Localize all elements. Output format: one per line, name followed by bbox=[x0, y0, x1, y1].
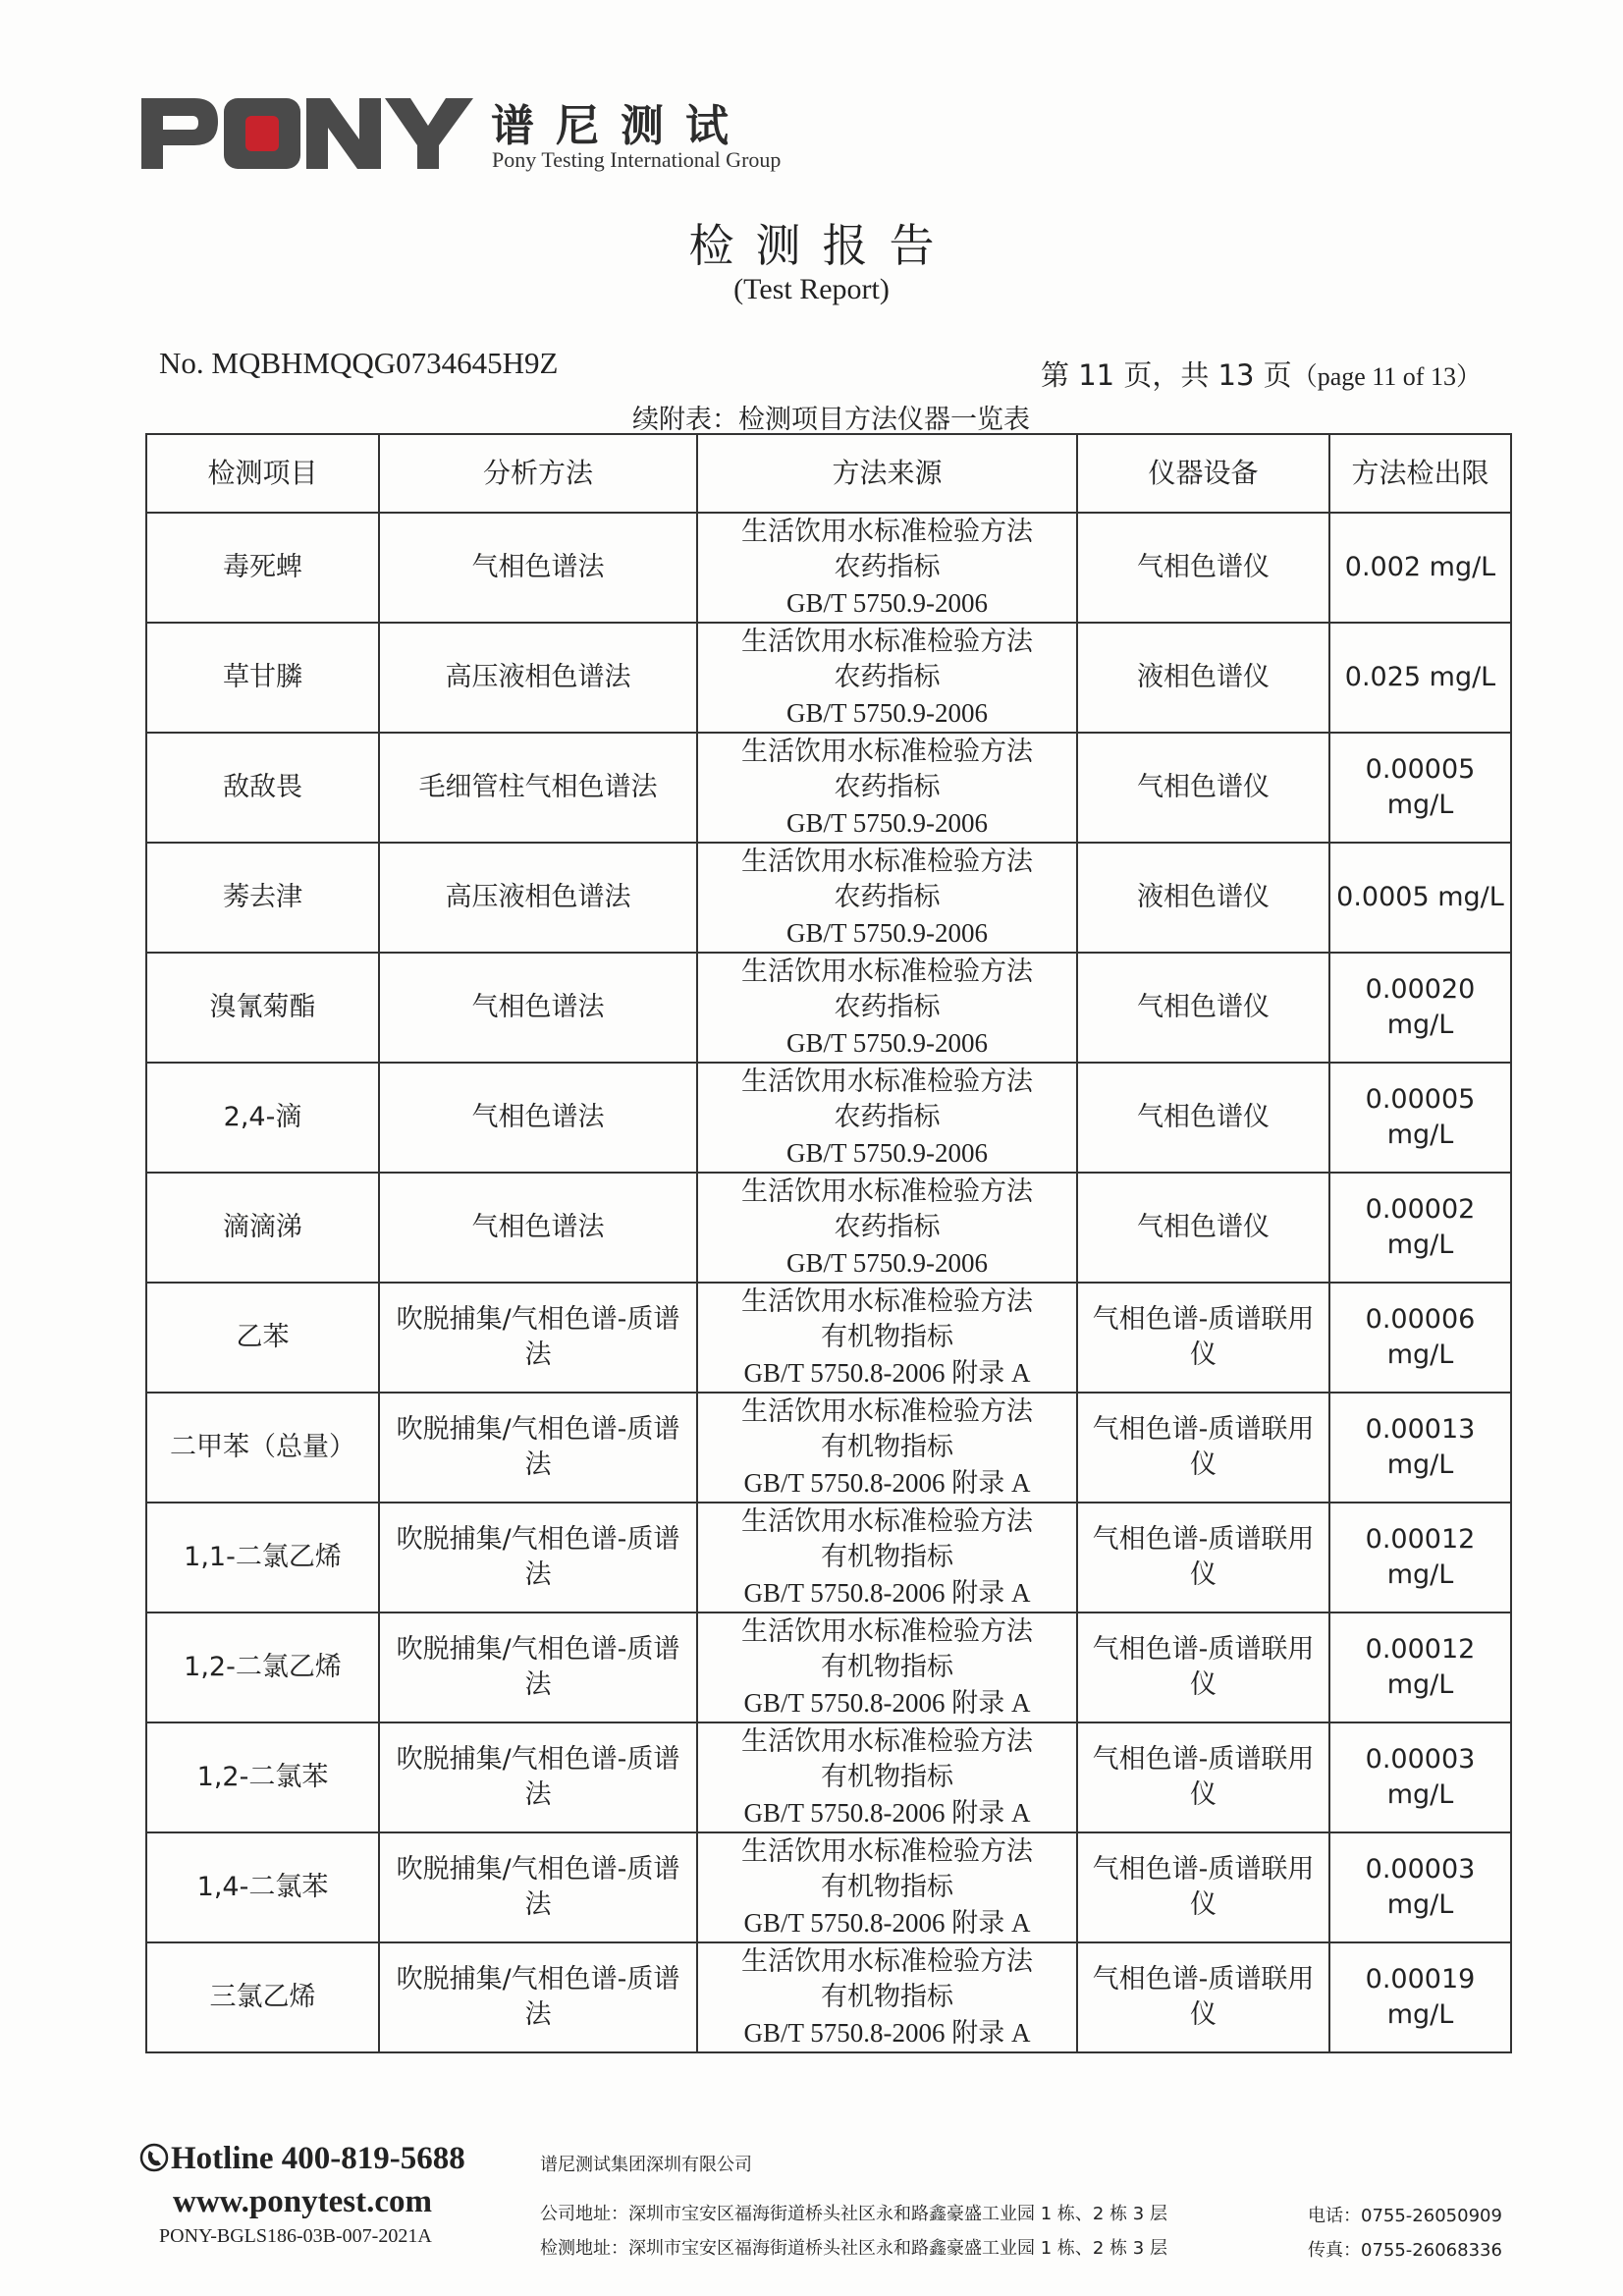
hotline bbox=[139, 2141, 465, 2177]
source-title: 生活饮用水标准检验方法 bbox=[741, 737, 1033, 767]
cell-method: 吹脱捕集/气相色谱-质谱法 bbox=[379, 1393, 697, 1503]
company-address: 公司地址：深圳市宝安区福海街道桥头社区永和路鑫豪盛工业园 1 栋、2 栋 3 层 bbox=[540, 2204, 1167, 2224]
source-title: 生活饮用水标准检验方法 bbox=[741, 517, 1033, 547]
source-title: 生活饮用水标准检验方法 bbox=[741, 1726, 1033, 1757]
cell-method: 毛细管柱气相色谱法 bbox=[379, 733, 697, 843]
cell-item: 1,4-二氯苯 bbox=[146, 1832, 379, 1942]
cell-limit: 0.00006 mg/L bbox=[1329, 1283, 1511, 1393]
cell-instrument: 气相色谱仪 bbox=[1077, 1063, 1329, 1173]
cell-method: 高压液相色谱法 bbox=[379, 623, 697, 733]
source-category: 有机物指标 bbox=[821, 1652, 953, 1682]
table-row bbox=[146, 623, 1511, 733]
telephone: 电话：0755-26050909 bbox=[1308, 2206, 1502, 2226]
phone-icon bbox=[139, 2143, 169, 2172]
cell-item: 毒死蜱 bbox=[146, 513, 379, 623]
fax: 传真：0755-26068336 bbox=[1308, 2240, 1502, 2261]
source-standard: GB/T 5750.9-2006 bbox=[785, 698, 988, 728]
table-row bbox=[146, 1063, 1511, 1173]
source-title: 生活饮用水标准检验方法 bbox=[741, 1396, 1033, 1427]
cell-limit: 0.00012 mg/L bbox=[1329, 1503, 1511, 1613]
form-number: PONY-BGLS186-03B-007-2021A bbox=[159, 2225, 432, 2247]
cell-item: 乙苯 bbox=[146, 1283, 379, 1393]
table-row bbox=[146, 1942, 1511, 2052]
cell-limit: 0.0005 mg/L bbox=[1329, 843, 1511, 953]
cell-item: 1,2-二氯乙烯 bbox=[146, 1613, 379, 1722]
company-name: 谱尼测试集团深圳有限公司 bbox=[540, 2155, 752, 2175]
hotline-text: Hotline 400-819-5688 bbox=[171, 2141, 465, 2176]
cell-source bbox=[697, 1832, 1077, 1942]
cell-instrument: 气相色谱-质谱联用仪 bbox=[1077, 1503, 1329, 1613]
cell-instrument: 气相色谱仪 bbox=[1077, 1173, 1329, 1283]
cell-method: 吹脱捕集/气相色谱-质谱法 bbox=[379, 1503, 697, 1613]
source-standard: GB/T 5750.8-2006 附录 A bbox=[743, 1908, 1031, 1938]
cell-limit: 0.00003 mg/L bbox=[1329, 1722, 1511, 1832]
cell-method: 气相色谱法 bbox=[379, 1063, 697, 1173]
cell-limit: 0.025 mg/L bbox=[1329, 623, 1511, 733]
table-row bbox=[146, 1722, 1511, 1832]
test-address: 检测地址：深圳市宝安区福海街道桥头社区永和路鑫豪盛工业园 1 栋、2 栋 3 层 bbox=[540, 2238, 1167, 2259]
source-title: 生活饮用水标准检验方法 bbox=[741, 1836, 1033, 1867]
cell-source bbox=[697, 1942, 1077, 2052]
source-category: 农药指标 bbox=[834, 1102, 941, 1132]
cell-item: 1,1-二氯乙烯 bbox=[146, 1503, 379, 1613]
source-category: 农药指标 bbox=[834, 992, 941, 1022]
source-category: 有机物指标 bbox=[821, 1982, 953, 2012]
source-title: 生活饮用水标准检验方法 bbox=[741, 957, 1033, 987]
source-title: 生活饮用水标准检验方法 bbox=[741, 1286, 1033, 1317]
cell-limit: 0.00005 mg/L bbox=[1329, 733, 1511, 843]
page-indicator bbox=[1041, 354, 1482, 394]
company-logo bbox=[137, 90, 844, 179]
source-category: 农药指标 bbox=[834, 882, 941, 912]
table-row bbox=[146, 1393, 1511, 1503]
source-category: 有机物指标 bbox=[821, 1542, 953, 1572]
header-source: 方法来源 bbox=[697, 434, 1077, 513]
source-title: 生活饮用水标准检验方法 bbox=[741, 1066, 1033, 1097]
table-row bbox=[146, 1283, 1511, 1393]
cell-item: 三氯乙烯 bbox=[146, 1942, 379, 2052]
cell-source bbox=[697, 1393, 1077, 1503]
cell-instrument: 气相色谱仪 bbox=[1077, 953, 1329, 1063]
cell-method: 气相色谱法 bbox=[379, 513, 697, 623]
cell-method: 吹脱捕集/气相色谱-质谱法 bbox=[379, 1722, 697, 1832]
source-standard: GB/T 5750.9-2006 bbox=[785, 1028, 988, 1058]
cell-limit: 0.00013 mg/L bbox=[1329, 1393, 1511, 1503]
source-standard: GB/T 5750.8-2006 附录 A bbox=[743, 1468, 1031, 1498]
cell-instrument: 气相色谱-质谱联用仪 bbox=[1077, 1942, 1329, 2052]
source-category: 有机物指标 bbox=[821, 1322, 953, 1352]
header-item: 检测项目 bbox=[146, 434, 379, 513]
cell-item: 滴滴涕 bbox=[146, 1173, 379, 1283]
website: www.ponytest.com bbox=[173, 2184, 432, 2219]
source-category: 农药指标 bbox=[834, 662, 941, 692]
cell-limit: 0.00012 mg/L bbox=[1329, 1613, 1511, 1722]
cell-source bbox=[697, 1613, 1077, 1722]
source-standard: GB/T 5750.8-2006 附录 A bbox=[743, 1578, 1031, 1608]
page-indicator-cn: 第 11 页，共 13 页 bbox=[1041, 358, 1292, 392]
cell-source bbox=[697, 1722, 1077, 1832]
cell-source bbox=[697, 513, 1077, 623]
cell-item: 1,2-二氯苯 bbox=[146, 1722, 379, 1832]
source-standard: GB/T 5750.9-2006 bbox=[785, 588, 988, 618]
cell-method: 吹脱捕集/气相色谱-质谱法 bbox=[379, 1283, 697, 1393]
source-category: 有机物指标 bbox=[821, 1872, 953, 1902]
source-title: 生活饮用水标准检验方法 bbox=[741, 847, 1033, 877]
cell-item: 二甲苯（总量） bbox=[146, 1393, 379, 1503]
cell-source bbox=[697, 1173, 1077, 1283]
table-body bbox=[146, 513, 1511, 2052]
source-category: 有机物指标 bbox=[821, 1432, 953, 1462]
source-standard: GB/T 5750.8-2006 附录 A bbox=[743, 1688, 1031, 1718]
cell-source bbox=[697, 1503, 1077, 1613]
cell-instrument: 气相色谱-质谱联用仪 bbox=[1077, 1613, 1329, 1722]
source-standard: GB/T 5750.9-2006 bbox=[785, 1248, 988, 1278]
brand-name-cn: 谱尼测试 bbox=[491, 101, 750, 151]
cell-item: 溴氰菊酯 bbox=[146, 953, 379, 1063]
methods-table bbox=[145, 433, 1512, 2053]
source-title: 生活饮用水标准检验方法 bbox=[741, 1946, 1033, 1977]
cell-method: 吹脱捕集/气相色谱-质谱法 bbox=[379, 1942, 697, 2052]
cell-limit: 0.00020 mg/L bbox=[1329, 953, 1511, 1063]
source-title: 生活饮用水标准检验方法 bbox=[741, 627, 1033, 657]
table-row bbox=[146, 1832, 1511, 1942]
cell-source bbox=[697, 953, 1077, 1063]
source-standard: GB/T 5750.9-2006 bbox=[785, 808, 988, 838]
pony-logo-icon bbox=[137, 90, 481, 179]
report-number: No. MQBHMQQG0734645H9Z bbox=[159, 346, 559, 380]
cell-method: 吹脱捕集/气相色谱-质谱法 bbox=[379, 1613, 697, 1722]
cell-instrument: 气相色谱-质谱联用仪 bbox=[1077, 1283, 1329, 1393]
cell-source bbox=[697, 1063, 1077, 1173]
cell-item: 2,4-滴 bbox=[146, 1063, 379, 1173]
source-title: 生活饮用水标准检验方法 bbox=[741, 1176, 1033, 1207]
source-title: 生活饮用水标准检验方法 bbox=[741, 1506, 1033, 1537]
cell-limit: 0.00019 mg/L bbox=[1329, 1942, 1511, 2052]
cell-instrument: 气相色谱-质谱联用仪 bbox=[1077, 1393, 1329, 1503]
cell-limit: 0.00002 mg/L bbox=[1329, 1173, 1511, 1283]
source-category: 农药指标 bbox=[834, 772, 941, 802]
cell-limit: 0.00003 mg/L bbox=[1329, 1832, 1511, 1942]
cell-source bbox=[697, 623, 1077, 733]
source-category: 农药指标 bbox=[834, 1212, 941, 1242]
table-row bbox=[146, 513, 1511, 623]
report-title-cn: 检测报告 bbox=[688, 219, 956, 272]
cell-limit: 0.00005 mg/L bbox=[1329, 1063, 1511, 1173]
header-instrument: 仪器设备 bbox=[1077, 434, 1329, 513]
cell-instrument: 气相色谱-质谱联用仪 bbox=[1077, 1832, 1329, 1942]
table-row bbox=[146, 843, 1511, 953]
source-category: 有机物指标 bbox=[821, 1762, 953, 1792]
header-limit: 方法检出限 bbox=[1329, 434, 1511, 513]
header-method: 分析方法 bbox=[379, 434, 697, 513]
source-standard: GB/T 5750.9-2006 bbox=[785, 1138, 988, 1168]
cell-source bbox=[697, 733, 1077, 843]
cell-item: 莠去津 bbox=[146, 843, 379, 953]
cell-instrument: 气相色谱仪 bbox=[1077, 513, 1329, 623]
cell-limit: 0.002 mg/L bbox=[1329, 513, 1511, 623]
table-row bbox=[146, 1173, 1511, 1283]
table-row bbox=[146, 1613, 1511, 1722]
cell-method: 高压液相色谱法 bbox=[379, 843, 697, 953]
table-caption: 续附表：检测项目方法仪器一览表 bbox=[632, 405, 1030, 435]
source-category: 农药指标 bbox=[834, 552, 941, 582]
source-standard: GB/T 5750.8-2006 附录 A bbox=[743, 2018, 1031, 2048]
page-indicator-en: （page 11 of 13） bbox=[1291, 362, 1482, 391]
table-row bbox=[146, 953, 1511, 1063]
table-row bbox=[146, 1503, 1511, 1613]
cell-instrument: 液相色谱仪 bbox=[1077, 623, 1329, 733]
report-title-en: (Test Report) bbox=[733, 273, 890, 305]
cell-item: 草甘膦 bbox=[146, 623, 379, 733]
cell-instrument: 气相色谱仪 bbox=[1077, 733, 1329, 843]
cell-instrument: 气相色谱-质谱联用仪 bbox=[1077, 1722, 1329, 1832]
source-standard: GB/T 5750.9-2006 bbox=[785, 918, 988, 948]
cell-source bbox=[697, 1283, 1077, 1393]
source-standard: GB/T 5750.8-2006 附录 A bbox=[743, 1798, 1031, 1828]
table-row bbox=[146, 733, 1511, 843]
source-title: 生活饮用水标准检验方法 bbox=[741, 1616, 1033, 1647]
cell-instrument: 液相色谱仪 bbox=[1077, 843, 1329, 953]
cell-method: 吹脱捕集/气相色谱-质谱法 bbox=[379, 1832, 697, 1942]
source-standard: GB/T 5750.8-2006 附录 A bbox=[743, 1358, 1031, 1388]
table-header-row bbox=[146, 434, 1511, 513]
cell-method: 气相色谱法 bbox=[379, 953, 697, 1063]
cell-item: 敌敌畏 bbox=[146, 733, 379, 843]
cell-source bbox=[697, 843, 1077, 953]
brand-name-en: Pony Testing International Group bbox=[492, 147, 782, 172]
cell-method: 气相色谱法 bbox=[379, 1173, 697, 1283]
